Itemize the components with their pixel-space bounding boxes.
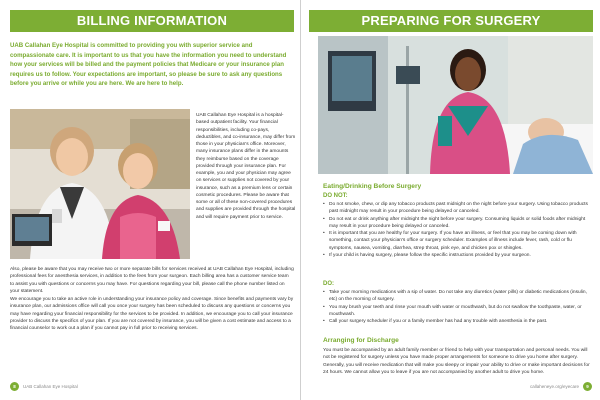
do-heading: DO: — [323, 281, 334, 287]
do-list — [323, 289, 591, 325]
list-item: • If your child is having surgery, please follow the specific instructions provided by your surgeon. — [323, 252, 591, 259]
list-item: • Do not eat or drink anything after midnight the night before your surgery. Consuming liquids or solid foods after midnight may result in your procedure being delayed or canceled. — [323, 216, 591, 231]
right-footer — [530, 382, 592, 392]
billing-intro: UAB Callahan Eye Hospital is committed to providing you with superior service and compassionate care. It is important to us that you have the information you need to understand how your services will be billed and the payment policies that Medicare or your insurance plan requires us to follow. Your expectations are important, so please be sure to ask any questions before you arrive or while you are here. We are here to help. — [10, 42, 287, 88]
patient-photo — [318, 36, 593, 174]
discharge-heading: Arranging for Discharge — [323, 337, 399, 344]
footer-text: callaheneye.org/eyecare — [529, 384, 579, 389]
footer-text: UAB Callahan Eye Hospital — [23, 384, 78, 389]
billing-paragraph-separate-bills: Also, please be aware that you may receive two or more separate bills for services received at UAB Callahan Eye Hospital, including professional fees for anesthesia services, in addition to the fees from your surgeon. Each billing area has a customer service team to assist you with questions or concerns you may have. For questions regarding your bill, please call the phone number listed on your statement. — [10, 267, 294, 294]
left-footer — [10, 382, 78, 392]
do-not-list — [323, 201, 591, 259]
billing-side-text: UAB Callahan Eye Hospital is a hospital-based outpatient facility. Your financial responsibilities, including co-pays, deductibles, and co-insurance, may differ from those in your physician's office. Moreover, many insurance plans differ in the amounts they reimburse based on the coverage provided through your insurance plan. For example, you and your physician may agree on services or supplies not covered by your insurance, such as a premium lens or certain cosmetic procedures. Please be aware that some or all of these non-covered procedures and supplies are provided through the hospital and will require payment prior to service. — [196, 113, 296, 220]
list-item: • Do not smoke, chew, or dip any tobacco products past midnight on the night before your surgery. Using tobacco products past midnight may result in your procedure being delayed or canceled. — [323, 201, 591, 216]
list-item: • You may brush your teeth and rinse your mouth with water or mouthwash, but do not swallow the toothpaste, water, or mouthwash. — [323, 304, 591, 319]
billing-paragraph-insurance: We encourage you to take an active role in understanding your insurance policy and coverage. Since benefits and payments vary by insurance plan, our admissions office will call you once your surgery has been scheduled to discuss any questions or concerns you may have regarding your financial responsibility for the services to be provided. In addition, we encourage you to call your insurance provider to discuss the specifics of your plan. If you are not covered by insurance, you will be given a cost estimate and access to a financial counselor to work out a plan if you cannot pay in full prior to receiving services. — [10, 297, 294, 331]
list-item: • It is important that you are healthy for your surgery. If you have an illness, or feel that you may be coming down with something, contact your physician's office or surgery scheduler. Examples of illness include fever, rash, cold or flu symptoms, nausea, vomiting, diarrhea, strep throat, pink eye, and chicken pox or shingles. — [323, 230, 591, 252]
discharge-paragraph: You must be accompanied by an adult family member or friend to help with your transportation and personal needs. You will not be registered for surgery unless you have made proper arrangements for someone to drive you home after surgery. Generally, you will receive medication that will make you sleepy or impair your ability to drive or make important decisions for 24 hours. We cannot allow you to leave if you are not accompanied by another adult to drive you home. — [323, 348, 590, 375]
billing-title-banner: BILLING INFORMATION — [10, 10, 294, 32]
do-not-heading: DO NOT: — [323, 193, 348, 199]
staff-photo-illustration — [10, 109, 190, 259]
eating-drinking-heading: Eating/Drinking Before Surgery — [323, 183, 422, 190]
page-number: 9 — [583, 382, 592, 391]
staff-photo — [10, 109, 190, 259]
surgery-title-banner: PREPARING FOR SURGERY — [309, 10, 593, 32]
page-number: 8 — [10, 382, 19, 391]
right-page — [300, 0, 600, 400]
list-item: • Call your surgery scheduler if you or a family member has had any trouble with anesthesia in the past. — [323, 318, 591, 325]
patient-photo-illustration — [318, 36, 593, 174]
list-item: • Take your morning medications with a sip of water. Do not take any diuretics (water pills) or diabetic medications (insulin, etc) on the morning of surgery. — [323, 289, 591, 304]
